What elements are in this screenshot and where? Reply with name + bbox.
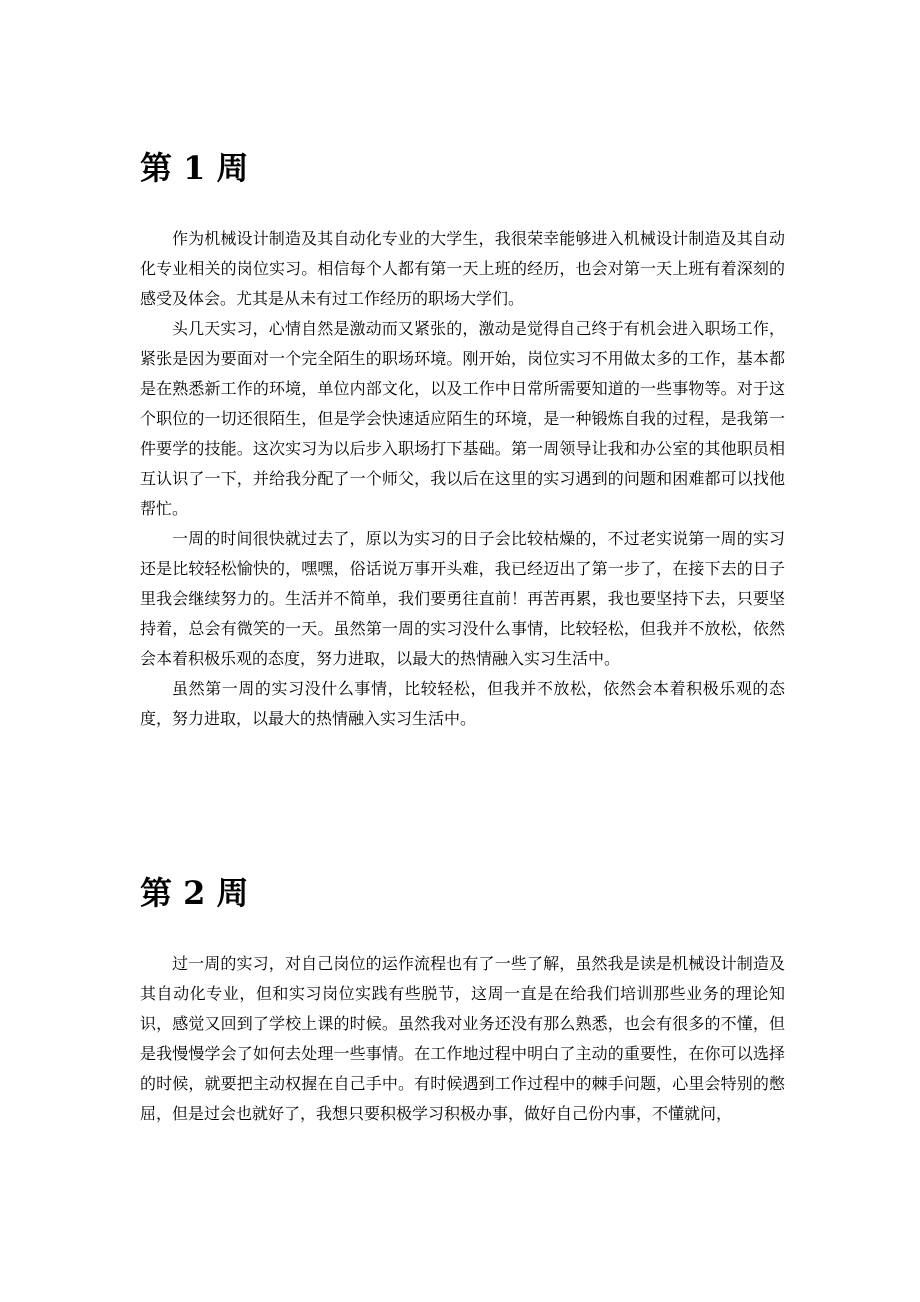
paragraph: 作为机械设计制造及其自动化专业的大学生，我很荣幸能够进入机械设计制造及其自动化专业相关的岗位实习。相信每个人都有第一天上班的经历，也会对第一天上班有着深刻的感受及体会。尤其是从未有过工作经历的职场大学们。 [140,229,785,308]
week-1-body [140,224,785,734]
week-1-section [140,148,785,734]
week-2-body [140,949,785,1129]
week-1-heading: 第 1 周 [140,149,249,187]
paragraph: 虽然第一周的实习没什么事情，比较轻松，但我并不放松，依然会本着积极乐观的态度，努力进取，以最大的热情融入实习生活中。 [140,679,785,728]
paragraph: 过一周的实习，对自己岗位的运作流程也有了一些了解，虽然我是读是机械设计制造及其自动化专业，但和实习岗位实践有些脱节，这周一直是在给我们培训那些业务的理论知识，感觉又回到了学校上课的时候。虽然我对业务还没有那么熟悉，也会有很多的不懂，但是我慢慢学会了如何去处理一些事情。在工作地过程中明白了主动的重要性，在你可以选择的时候，就要把主动权握在自己手中。有时候遇到工作过程中的棘手问题，心里会特别的憋屈，但是过会也就好了，我想只要积极学习积极办事，做好自己份内事，不懂就问， [140,954,785,1123]
week-2-heading: 第 2 周 [140,874,249,912]
paragraph: 头几天实习，心情自然是激动而又紧张的，激动是觉得自己终于有机会进入职场工作，紧张是因为要面对一个完全陌生的职场环境。刚开始，岗位实习不用做太多的工作，基本都是在熟悉新工作的环境，单位内部文化，以及工作中日常所需要知道的一些事物等。对于这个职位的一切还很陌生，但是学会快速适应陌生的环境，是一种锻炼自我的过程，是我第一件要学的技能。这次实习为以后步入职场打下基础。第一周领导让我和办公室的其他职员相互认识了一下，并给我分配了一个师父，我以后在这里的实习遇到的问题和困难都可以找他帮忙。 [140,319,785,518]
week-2-section [140,873,785,1129]
paragraph: 一周的时间很快就过去了，原以为实习的日子会比较枯燥的，不过老实说第一周的实习还是比较轻松愉快的，嘿嘿，俗话说万事开头难，我已经迈出了第一步了，在接下去的日子里我会继续努力的。生活并不简单，我们要勇往直前！再苦再累，我也要坚持下去，只要坚持着，总会有微笑的一天。虽然第一周的实习没什么事情，比较轻松，但我并不放松，依然会本着积极乐观的态度，努力进取，以最大的热情融入实习生活中。 [140,529,785,668]
